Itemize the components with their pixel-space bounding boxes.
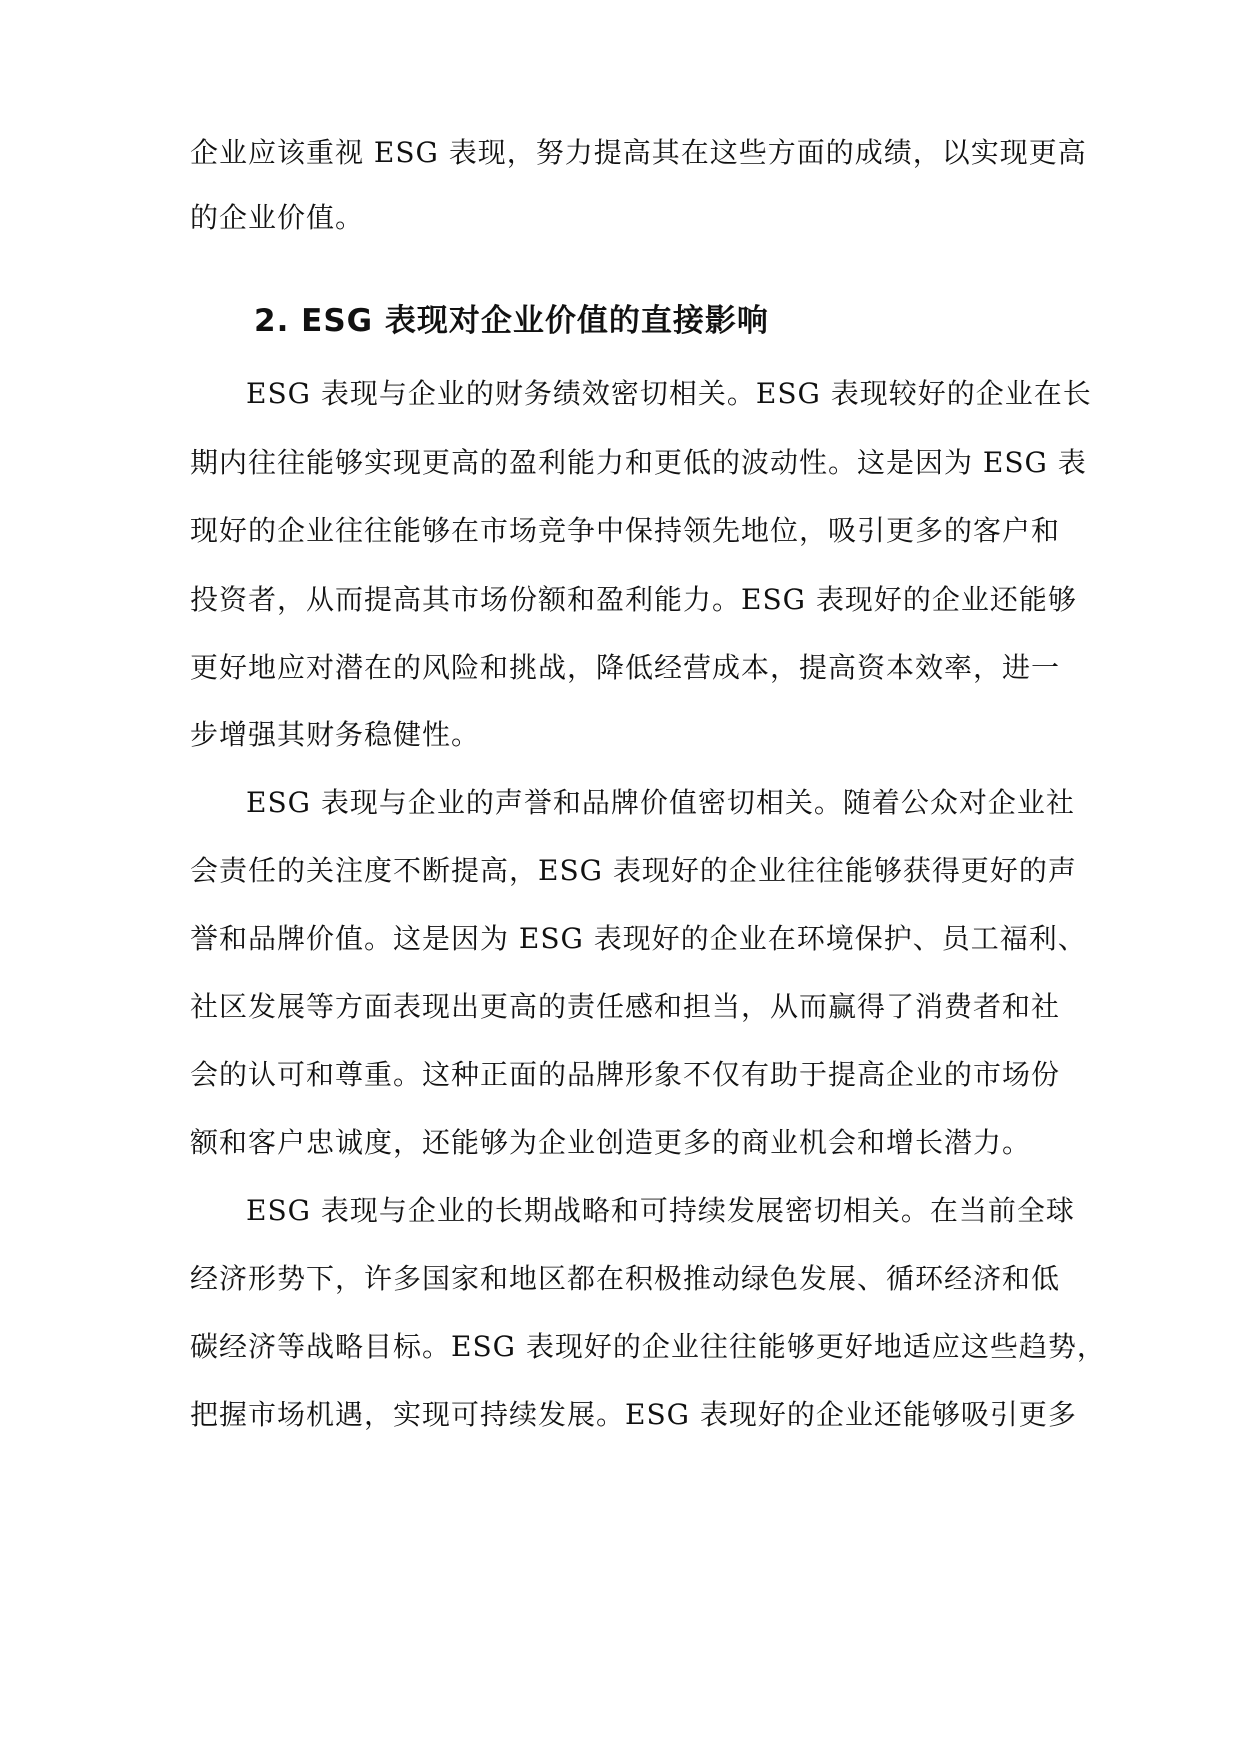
text-line: 碳经济等战略目标。ESG 表现好的企业往往能够更好地适应这些趋势，: [190, 1330, 1106, 1363]
text-line: 现好的企业往往能够在市场竞争中保持领先地位，吸引更多的客户和: [190, 514, 1061, 547]
text-line: 的企业价值。: [190, 201, 365, 234]
text-line: ESG 表现与企业的财务绩效密切相关。ESG 表现较好的企业在长: [246, 377, 1092, 410]
text-line: 步增强其财务稳健性。: [190, 718, 481, 751]
text-line: 额和客户忠诚度，还能够为企业创造更多的商业机会和增长潜力。: [190, 1126, 1032, 1159]
text-line: 会责任的关注度不断提高，ESG 表现好的企业往往能够获得更好的声: [190, 854, 1077, 887]
text-line: 誉和品牌价值。这是因为 ESG 表现好的企业在环境保护、员工福利、: [190, 922, 1087, 955]
text-line: 更好地应对潜在的风险和挑战，降低经营成本，提高资本效率，进一: [190, 651, 1061, 684]
text-line: 社区发展等方面表现出更高的责任感和担当，从而赢得了消费者和社: [190, 990, 1061, 1023]
text-line: 企业应该重视 ESG 表现，努力提高其在这些方面的成绩，以实现更高: [190, 136, 1087, 169]
text-line: 把握市场机遇，实现可持续发展。ESG 表现好的企业还能够吸引更多: [190, 1398, 1077, 1431]
text-line: 会的认可和尊重。这种正面的品牌形象不仅有助于提高企业的市场份: [190, 1058, 1061, 1091]
text-line: ESG 表现与企业的声誉和品牌价值密切相关。随着公众对企业社: [246, 786, 1075, 819]
text-line: 投资者，从而提高其市场份额和盈利能力。ESG 表现好的企业还能够: [190, 583, 1077, 616]
text-line: 期内往往能够实现更高的盈利能力和更低的波动性。这是因为 ESG 表: [190, 446, 1087, 479]
section-heading: 2. ESG 表现对企业价值的直接影响: [254, 303, 769, 339]
text-line: 经济形势下，许多国家和地区都在积极推动绿色发展、循环经济和低: [190, 1262, 1061, 1295]
text-line: ESG 表现与企业的长期战略和可持续发展密切相关。在当前全球: [246, 1194, 1075, 1227]
